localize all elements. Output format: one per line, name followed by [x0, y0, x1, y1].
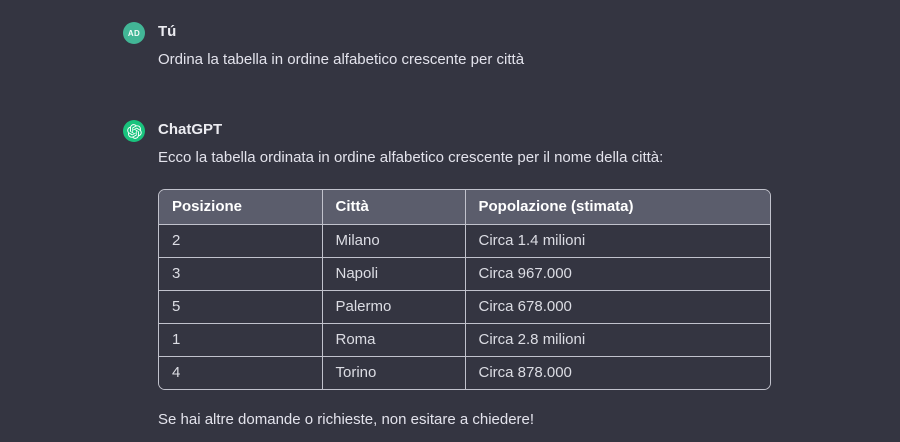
cell-citta: Roma	[322, 324, 465, 357]
cell-popolazione: Circa 878.000	[465, 357, 771, 390]
user-avatar	[123, 22, 145, 44]
table-row	[159, 357, 771, 390]
table-header-row	[159, 190, 771, 225]
cell-posizione: 4	[159, 357, 322, 390]
cell-posizione: 3	[159, 258, 322, 291]
cell-popolazione: Circa 2.8 milioni	[465, 324, 771, 357]
assistant-message-content	[158, 119, 900, 430]
cell-popolazione: Circa 1.4 milioni	[465, 225, 771, 258]
openai-swirl-icon	[127, 124, 142, 139]
assistant-message	[123, 119, 900, 430]
table-row	[159, 258, 771, 291]
cell-citta: Milano	[322, 225, 465, 258]
cities-table	[158, 189, 771, 390]
cell-popolazione: Circa 967.000	[465, 258, 771, 291]
user-message-text: Ordina la tabella in ordine alfabetico crescente per città	[158, 51, 525, 68]
cell-citta: Palermo	[322, 291, 465, 324]
assistant-intro-text: Ecco la tabella ordinata in ordine alfabetico crescente per il nome della città:	[158, 149, 664, 166]
assistant-name: ChatGPT	[158, 121, 223, 138]
user-name: Tú	[158, 23, 177, 40]
user-message	[123, 21, 900, 70]
table-header-citta: Città	[322, 190, 465, 225]
assistant-outro-text: Se hai altre domande o richieste, non esitare a chiedere!	[158, 411, 535, 428]
chatgpt-logo-icon	[123, 120, 145, 142]
cell-citta: Torino	[322, 357, 465, 390]
user-avatar-initials: AD	[127, 28, 141, 38]
table-row	[159, 324, 771, 357]
table-row	[159, 291, 771, 324]
cell-popolazione: Circa 678.000	[465, 291, 771, 324]
user-message-content	[158, 21, 900, 70]
cell-posizione: 1	[159, 324, 322, 357]
cell-posizione: 5	[159, 291, 322, 324]
cell-citta: Napoli	[322, 258, 465, 291]
table-header-popolazione: Popolazione (stimata)	[465, 190, 771, 225]
table-header-posizione: Posizione	[159, 190, 322, 225]
cell-posizione: 2	[159, 225, 322, 258]
table-row	[159, 225, 771, 258]
